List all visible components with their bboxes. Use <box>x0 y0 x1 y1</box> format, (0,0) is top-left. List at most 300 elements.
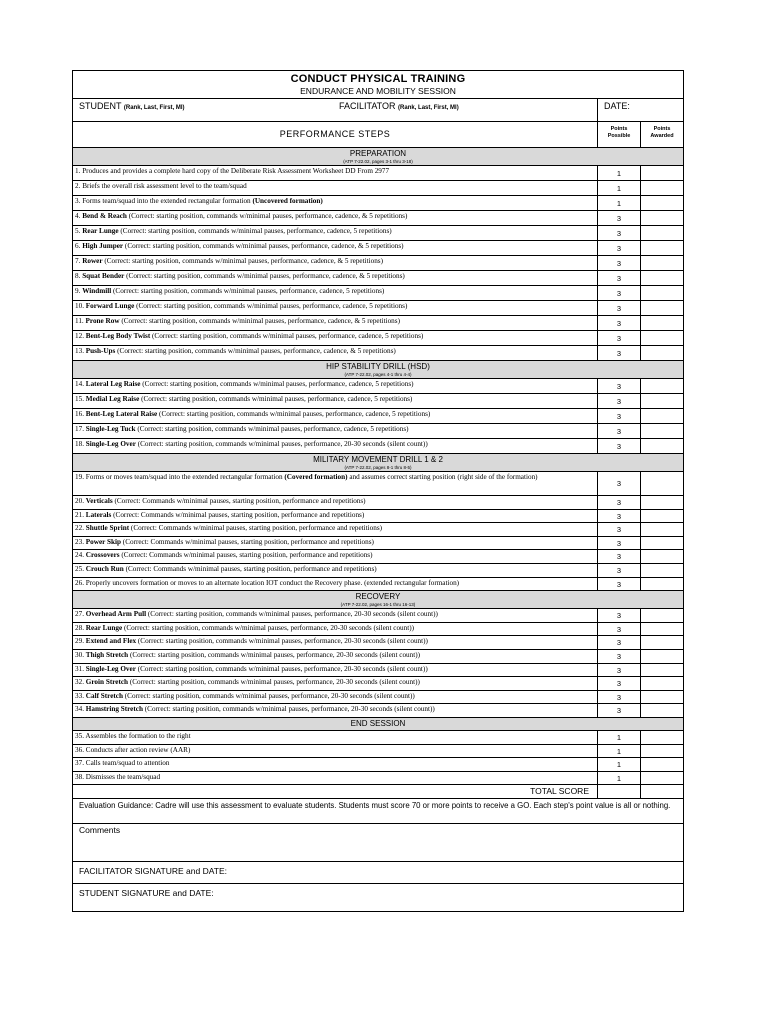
points-possible: 3 <box>597 301 640 315</box>
step-text: (Correct: Commands w/minimal pauses, starting position, performance and repetitions) <box>111 510 365 519</box>
step-text: (Correct: starting position, commands w/minimal pauses, performance, cadence, 5 repetitions) <box>140 380 414 388</box>
step-text: (Correct: starting position, commands w/minimal pauses, performance, cadence, & 5 repetitions) <box>126 212 408 220</box>
points-possible: 3 <box>597 550 640 563</box>
step-description <box>73 379 597 393</box>
step-exercise-name: Prone Row <box>85 317 120 325</box>
step-number: 2. <box>75 182 81 190</box>
student-field[interactable] <box>73 99 333 121</box>
points-possible: 3 <box>597 394 640 408</box>
points-awarded-cell[interactable] <box>640 650 683 663</box>
step-exercise-name: Verticals <box>85 497 113 505</box>
step-number: 38. <box>75 772 84 781</box>
step-text: (Correct: starting position, commands w/minimal pauses, performance, cadence, 5 repetitions) <box>111 287 385 295</box>
step-exercise-name: Crouch Run <box>85 564 124 573</box>
section-reference: (ATP 7-22.02, pages 16-1 thru 16-13) <box>340 602 416 608</box>
step-description <box>73 346 597 360</box>
step-row <box>73 240 683 255</box>
points-possible: 3 <box>597 623 640 636</box>
step-exercise-name: Push-Ups <box>85 347 116 355</box>
step-description <box>73 523 597 536</box>
step-description <box>73 496 597 509</box>
form-title: CONDUCT PHYSICAL TRAINING <box>290 73 466 85</box>
step-text: (Correct: starting position, commands w/minimal pauses, performance, 20-30 seconds (silent count)) <box>146 610 438 619</box>
points-possible: 1 <box>597 166 640 180</box>
step-number: 37. <box>75 759 84 768</box>
date-label: DATE: <box>604 101 630 111</box>
step-text: (Correct: starting position, commands w/minimal pauses, performance, cadence, 5 repetitions) <box>150 332 424 340</box>
points-awarded-cell[interactable] <box>640 409 683 423</box>
points-awarded-cell[interactable] <box>640 677 683 690</box>
step-row <box>73 663 683 677</box>
points-awarded-cell[interactable] <box>640 301 683 315</box>
step-row <box>73 195 683 210</box>
points-awarded-cell[interactable] <box>640 564 683 577</box>
step-description <box>73 745 597 758</box>
points-possible-header-line2: Possible <box>607 133 631 139</box>
step-exercise-name: Shuttle Sprint <box>85 524 130 533</box>
step-number: 29. <box>75 637 84 646</box>
step-number: 17. <box>75 425 84 433</box>
step-number: 10. <box>75 302 84 310</box>
points-possible: 1 <box>597 731 640 744</box>
step-text: Properly uncovers formation or moves to an alternate location IOT conduct the Recovery phase. (extended rectangular formation) <box>85 578 460 587</box>
step-row <box>73 649 683 663</box>
step-description <box>73 394 597 408</box>
form-subtitle: ENDURANCE AND MOBILITY SESSION <box>300 86 456 96</box>
step-exercise-name: Forward Lunge <box>85 302 135 310</box>
facilitator-hint: (Rank, Last, First, MI) <box>398 105 459 111</box>
step-row <box>73 690 683 704</box>
step-row <box>73 255 683 270</box>
step-number: 14. <box>75 380 84 388</box>
step-text: (Correct: starting position, commands w/minimal pauses, performance, cadence, & 5 repetitions) <box>123 242 404 250</box>
step-row <box>73 345 683 360</box>
points-possible: 1 <box>597 758 640 771</box>
step-row <box>73 563 683 577</box>
points-awarded-cell[interactable] <box>640 510 683 523</box>
points-awarded-header-line1: Points <box>653 126 671 132</box>
points-possible: 3 <box>597 578 640 591</box>
step-text: (Correct: starting position, commands w/minimal pauses, performance, 20-30 seconds (silent count)) <box>122 623 415 632</box>
points-possible-header-line1: Points <box>610 126 628 132</box>
step-text: (Correct: starting position, commands w/minimal pauses, performance, 20-30 seconds (silent count)) <box>122 691 415 700</box>
points-possible: 3 <box>597 271 640 285</box>
step-exercise-name: Rower <box>82 257 103 265</box>
step-text: (Correct: starting position, commands w/minimal pauses, performance, 20-30 seconds (silent count)) <box>136 637 428 646</box>
step-exercise-name: Medial Leg Raise <box>85 395 140 403</box>
step-exercise-name: Power Skip <box>85 537 121 546</box>
step-text: Forms team/squad into the extended rectangular formation <box>82 197 253 205</box>
step-row <box>73 536 683 550</box>
total-possible-cell <box>597 785 640 798</box>
step-row <box>73 771 683 785</box>
step-text: Calls team/squad to attention <box>85 759 170 768</box>
points-possible: 3 <box>597 346 640 360</box>
points-possible: 3 <box>597 316 640 330</box>
points-awarded-cell[interactable] <box>640 704 683 717</box>
table-header-row <box>73 121 683 147</box>
step-description <box>73 564 597 577</box>
points-awarded-header <box>640 122 683 147</box>
step-number: 5. <box>75 227 81 235</box>
section-title: RECOVERY <box>355 592 401 602</box>
step-description <box>73 578 597 591</box>
step-text: (Correct: starting position, commands w/minimal pauses, performance, cadence, 5 repetitions) <box>118 227 392 235</box>
step-text: (Correct: Commands w/minimal pauses, starting position, performance and repetitions) <box>112 497 366 505</box>
points-awarded-cell[interactable] <box>640 537 683 550</box>
step-number: 4. <box>75 212 81 220</box>
step-exercise-name: Bend & Reach <box>82 212 127 220</box>
step-row <box>73 757 683 771</box>
step-exercise-name: Calf Stretch <box>85 691 123 700</box>
comments-row[interactable] <box>73 823 683 861</box>
step-description <box>73 409 597 423</box>
step-row <box>73 315 683 330</box>
step-row <box>73 549 683 563</box>
step-number: 21. <box>75 510 84 519</box>
step-description <box>73 623 597 636</box>
step-row <box>73 495 683 509</box>
step-text: Produces and provides a complete hard copy of the Deliberate Risk Assessment Worksheet DD From 2977 <box>82 167 390 175</box>
step-text: Conducts after action review (AAR) <box>85 745 191 754</box>
points-awarded-cell[interactable] <box>640 394 683 408</box>
step-text: (Correct: starting position, commands w/minimal pauses, performance, cadence, & 5 repetitions) <box>102 257 383 265</box>
step-description <box>73 704 597 717</box>
points-awarded-cell[interactable] <box>640 772 683 785</box>
step-number: 28. <box>75 623 84 632</box>
step-number: 35. <box>75 731 84 740</box>
step-number: 32. <box>75 678 84 687</box>
step-row <box>73 285 683 300</box>
step-number: 33. <box>75 691 84 700</box>
step-exercise-name: Single-Leg Over <box>85 664 136 673</box>
student-signature-row[interactable] <box>73 883 683 911</box>
step-number: 6. <box>75 242 81 250</box>
step-text: (Correct: starting position, commands w/minimal pauses, performance, cadence, & 5 repetitions) <box>124 272 405 280</box>
points-awarded-cell[interactable] <box>640 181 683 195</box>
points-awarded-cell[interactable] <box>640 379 683 393</box>
step-text: Assembles the formation to the right <box>85 731 191 740</box>
facilitator-label: FACILITATOR <box>339 101 396 111</box>
section-title: HIP STABILITY DRILL (HSD) <box>326 362 430 371</box>
step-number: 15. <box>75 395 84 403</box>
points-awarded-cell[interactable] <box>640 664 683 677</box>
step-row <box>73 423 683 438</box>
evaluation-guidance: Evaluation Guidance: Cadre will use this assessment to evaluate students. Students must score 70 or more points to receive a GO. Each step's point value is all or nothing. <box>79 801 671 811</box>
points-possible: 3 <box>597 496 640 509</box>
step-description <box>73 550 597 563</box>
step-number: 27. <box>75 610 84 619</box>
step-text: (Correct: Commands w/minimal pauses, starting position, performance and repetitions) <box>129 524 383 533</box>
step-number: 20. <box>75 497 84 505</box>
step-text-continued: and assumes correct starting position (right side of the formation) <box>347 473 538 481</box>
facilitator-signature-row[interactable] <box>73 861 683 883</box>
step-row <box>73 577 683 591</box>
step-number: 12. <box>75 332 84 340</box>
step-row <box>73 509 683 523</box>
points-awarded-cell[interactable] <box>640 166 683 180</box>
step-number: 9. <box>75 287 81 295</box>
step-text: (Correct: Commands w/minimal pauses, starting position, performance and repetitions) <box>119 551 373 560</box>
step-number: 31. <box>75 664 84 673</box>
step-row <box>73 165 683 180</box>
points-awarded-cell[interactable] <box>640 256 683 270</box>
step-row <box>73 210 683 225</box>
step-exercise-name: Extend and Flex <box>85 637 137 646</box>
step-row <box>73 635 683 649</box>
step-number: 34. <box>75 705 84 714</box>
step-exercise-name: Hamstring Stretch <box>85 705 143 714</box>
step-row <box>73 522 683 536</box>
steps-header: PERFORMANCE STEPS <box>279 129 391 139</box>
form-title-block <box>73 71 683 98</box>
step-description <box>73 271 597 285</box>
section-header <box>73 453 683 471</box>
step-description <box>73 316 597 330</box>
points-possible: 3 <box>597 331 640 345</box>
step-description <box>73 166 597 180</box>
step-number: 7. <box>75 257 81 265</box>
total-awarded-cell[interactable] <box>640 785 683 798</box>
step-text: Dismisses the team/squad <box>85 772 161 781</box>
step-exercise-name: Squat Bender <box>82 272 125 280</box>
step-text: (Correct: starting position, commands w/minimal pauses, performance, cadence, 5 repetitions) <box>135 425 409 433</box>
step-row <box>73 730 683 744</box>
step-number: 36. <box>75 745 84 754</box>
points-awarded-cell[interactable] <box>640 550 683 563</box>
step-number: 23. <box>75 537 84 546</box>
points-awarded-cell[interactable] <box>640 623 683 636</box>
step-text: (Correct: starting position, commands w/minimal pauses, performance, 20-30 seconds (silent count)) <box>142 705 435 714</box>
step-exercise-name: High Jumper <box>82 242 124 250</box>
points-possible: 3 <box>597 650 640 663</box>
step-number: 24. <box>75 551 84 560</box>
points-awarded-cell[interactable] <box>640 691 683 704</box>
points-awarded-cell[interactable] <box>640 609 683 622</box>
points-awarded-cell[interactable] <box>640 496 683 509</box>
step-row <box>73 300 683 315</box>
step-row <box>73 330 683 345</box>
step-exercise-name: Rear Lunge <box>82 227 119 235</box>
points-possible: 3 <box>597 256 640 270</box>
step-row <box>73 744 683 758</box>
step-text: (Correct: starting position, commands w/minimal pauses, performance, 20-30 seconds (silent count)) <box>128 678 420 687</box>
points-possible: 3 <box>597 510 640 523</box>
step-number: 11. <box>75 317 84 325</box>
points-awarded-cell[interactable] <box>640 316 683 330</box>
training-evaluation-form <box>72 70 684 912</box>
step-number: 3. <box>75 197 81 205</box>
step-description <box>73 241 597 255</box>
step-text: (Correct: Commands w/minimal pauses, starting position, performance and repetitions) <box>123 564 377 573</box>
step-row <box>73 393 683 408</box>
step-number: 16. <box>75 410 84 418</box>
step-exercise-name: Bent-Leg Body Twist <box>85 332 151 340</box>
points-awarded-cell[interactable] <box>640 636 683 649</box>
step-description <box>73 772 597 785</box>
points-possible: 3 <box>597 424 640 438</box>
points-possible-header <box>597 122 640 147</box>
comments-label: Comments <box>79 825 121 836</box>
step-description <box>73 731 597 744</box>
step-row <box>73 608 683 622</box>
step-description <box>73 636 597 649</box>
step-description <box>73 196 597 210</box>
step-text: (Correct: Commands w/minimal pauses, starting position, performance and repetitions) <box>121 537 374 546</box>
step-description <box>73 609 597 622</box>
points-awarded-cell[interactable] <box>640 758 683 771</box>
step-text: (Correct: starting position, commands w/minimal pauses, performance, cadence, & 5 repetitions) <box>119 317 400 325</box>
section-reference: (ATP 7-22.02, pages 3-1 thru 3-18) <box>343 159 413 164</box>
points-possible: 3 <box>597 564 640 577</box>
step-text: (Correct: starting position, commands w/minimal pauses, performance, cadence, 5 repetitions) <box>134 302 408 310</box>
step-description <box>73 758 597 771</box>
section-title: MILITARY MOVEMENT DRILL 1 & 2 <box>313 455 443 464</box>
step-row <box>73 622 683 636</box>
points-possible: 3 <box>597 609 640 622</box>
facilitator-field[interactable] <box>333 99 597 121</box>
section-reference: (ATP 7-22.02, pages 8-1 thru 8-5) <box>344 465 412 470</box>
step-exercise-name: Overhead Arm Pull <box>85 610 147 619</box>
step-text: (Correct: starting position, commands w/minimal pauses, performance, cadence, 5 repetitions) <box>157 410 431 418</box>
section-title: END SESSION <box>350 718 406 728</box>
step-text: (Correct: starting position, commands w/minimal pauses, performance, 20-30 seconds (silent count)) <box>135 664 428 673</box>
step-formation-name: (Covered formation) <box>284 473 348 481</box>
step-exercise-name: Thigh Stretch <box>85 650 129 659</box>
points-possible: 3 <box>597 664 640 677</box>
points-awarded-cell[interactable] <box>640 745 683 758</box>
step-description <box>73 664 597 677</box>
identity-row <box>73 98 683 121</box>
points-awarded-cell[interactable] <box>640 578 683 591</box>
step-number: 1. <box>75 167 81 175</box>
step-number: 18. <box>75 440 84 448</box>
points-possible: 3 <box>597 472 640 495</box>
points-possible: 1 <box>597 181 640 195</box>
points-possible: 3 <box>597 409 640 423</box>
points-possible: 1 <box>597 745 640 758</box>
step-formation-name: (Uncovered formation) <box>252 197 323 205</box>
step-exercise-name: Laterals <box>85 510 112 519</box>
step-row <box>73 676 683 690</box>
step-number: 30. <box>75 650 84 659</box>
section-header <box>73 590 683 608</box>
total-score-label: TOTAL SCORE <box>530 786 589 797</box>
step-text: (Correct: starting position, commands w/minimal pauses, performance, cadence, & 5 repetitions) <box>115 347 396 355</box>
step-row <box>73 180 683 195</box>
step-number: 25. <box>75 564 84 573</box>
step-number: 26. <box>75 578 84 587</box>
points-awarded-cell[interactable] <box>640 226 683 240</box>
step-exercise-name: Crossovers <box>85 551 120 560</box>
points-possible: 3 <box>597 537 640 550</box>
step-exercise-name: Lateral Leg Raise <box>85 380 141 388</box>
points-possible: 3 <box>597 439 640 453</box>
step-number: 13. <box>75 347 84 355</box>
points-possible: 3 <box>597 241 640 255</box>
sections-container <box>73 147 683 784</box>
section-header <box>73 147 683 165</box>
points-awarded-cell[interactable] <box>640 196 683 210</box>
points-awarded-cell[interactable] <box>640 346 683 360</box>
points-awarded-cell[interactable] <box>640 331 683 345</box>
points-awarded-cell[interactable] <box>640 523 683 536</box>
step-description <box>73 256 597 270</box>
step-row <box>73 438 683 453</box>
points-awarded-cell[interactable] <box>640 286 683 300</box>
step-description <box>73 331 597 345</box>
step-row <box>73 471 683 495</box>
total-score-row <box>73 784 683 798</box>
student-hint: (Rank, Last, First, MI) <box>123 105 185 111</box>
step-exercise-name: Bent-Leg Lateral Raise <box>85 410 158 418</box>
step-row <box>73 703 683 717</box>
step-description <box>73 472 597 495</box>
step-description <box>73 301 597 315</box>
step-description <box>73 537 597 550</box>
points-awarded-header-line2: Awarded <box>650 133 674 139</box>
student-signature-label: STUDENT SIGNATURE and DATE: <box>79 888 214 899</box>
step-row <box>73 270 683 285</box>
points-awarded-cell[interactable] <box>640 439 683 453</box>
guidance-row <box>73 798 683 823</box>
points-possible: 1 <box>597 772 640 785</box>
step-description <box>73 181 597 195</box>
points-awarded-cell[interactable] <box>640 731 683 744</box>
points-possible: 3 <box>597 379 640 393</box>
step-exercise-name: Single-Leg Over <box>85 440 136 448</box>
facilitator-signature-label: FACILITATOR SIGNATURE and DATE: <box>79 866 227 877</box>
step-text: (Correct: starting position, commands w/minimal pauses, performance, 20-30 seconds (silent count)) <box>135 440 428 448</box>
step-description <box>73 510 597 523</box>
points-possible: 1 <box>597 196 640 210</box>
step-exercise-name: Windmill <box>82 287 112 295</box>
step-exercise-name: Single-Leg Tuck <box>85 425 136 433</box>
step-description <box>73 211 597 225</box>
section-reference: (ATP 7-22.02, pages 4-1 thru 4-4) <box>344 372 412 377</box>
step-text: Briefs the overall risk assessment level to the team/squad <box>82 182 247 190</box>
section-header <box>73 360 683 378</box>
step-description <box>73 424 597 438</box>
step-description <box>73 691 597 704</box>
step-description <box>73 650 597 663</box>
points-awarded-cell[interactable] <box>640 424 683 438</box>
step-description <box>73 677 597 690</box>
step-number: 19. <box>75 473 84 481</box>
points-possible: 3 <box>597 704 640 717</box>
step-description <box>73 439 597 453</box>
step-text: (Correct: starting position, commands w/minimal pauses, performance, cadence, 5 repetitions) <box>139 395 413 403</box>
section-header <box>73 717 683 730</box>
points-possible: 3 <box>597 523 640 536</box>
points-possible: 3 <box>597 226 640 240</box>
points-possible: 3 <box>597 636 640 649</box>
points-possible: 3 <box>597 691 640 704</box>
step-text: (Correct: starting position, commands w/minimal pauses, performance, 20-30 seconds (silent count)) <box>128 650 421 659</box>
points-awarded-cell[interactable] <box>640 241 683 255</box>
student-label: STUDENT <box>79 101 122 111</box>
points-possible: 3 <box>597 677 640 690</box>
points-awarded-cell[interactable] <box>640 211 683 225</box>
step-exercise-name: Groin Stretch <box>85 678 129 687</box>
points-awarded-cell[interactable] <box>640 472 683 495</box>
points-possible: 3 <box>597 211 640 225</box>
step-row <box>73 225 683 240</box>
step-row <box>73 378 683 393</box>
step-exercise-name: Rear Lunge <box>85 623 123 632</box>
date-field[interactable] <box>597 99 683 121</box>
points-awarded-cell[interactable] <box>640 271 683 285</box>
